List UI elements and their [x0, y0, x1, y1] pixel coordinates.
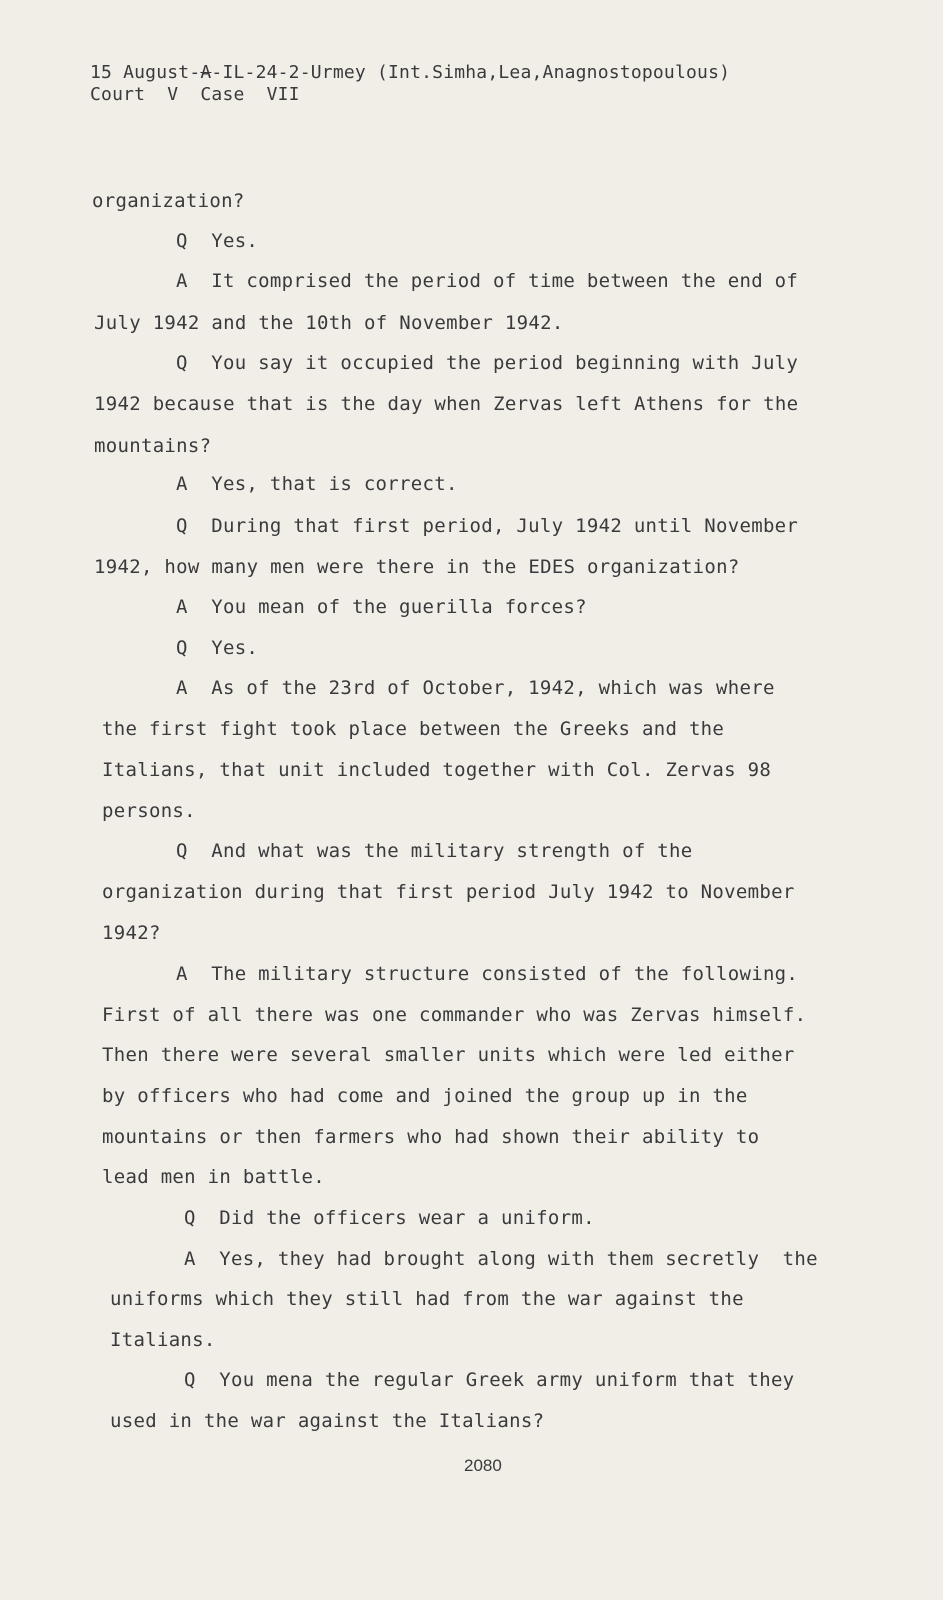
body-line: Q During that first period, July 1942 until November	[176, 515, 799, 537]
body-line: A It comprised the period of time between the end of	[176, 270, 799, 292]
body-line: July 1942 and the 10th of November 1942.	[94, 312, 564, 334]
body-line: Italians.	[110, 1329, 216, 1351]
header-line2: Court V Case VII	[90, 84, 300, 105]
body-line: persons.	[102, 800, 196, 822]
body-line: Q You mena the regular Greek army uniform that they	[184, 1369, 795, 1391]
body-line: A You mean of the guerilla forces?	[176, 596, 587, 618]
header-line1-suffix: -IL-24-2-Urmey (Int.Simha,Lea,Anagnostopoulous)	[211, 62, 731, 83]
body-line: 1942?	[102, 922, 161, 944]
body-line: mountains or then farmers who had shown their ability to	[102, 1126, 760, 1148]
body-line: uniforms which they still had from the war against the	[110, 1288, 744, 1310]
header-line1-prefix: 15 August-	[90, 62, 201, 83]
body-line: the first fight took place between the Greeks and the	[102, 718, 725, 740]
body-line: A As of the 23rd of October, 1942, which was where	[176, 677, 775, 699]
body-line: A Yes, that is correct.	[176, 473, 458, 495]
body-line: Q And what was the military strength of the	[176, 840, 693, 862]
body-line: mountains?	[94, 435, 212, 457]
body-line: lead men in battle.	[102, 1166, 326, 1188]
body-line: Q Yes.	[176, 637, 259, 659]
body-line: A Yes, they had brought along with them secretly the	[184, 1248, 818, 1270]
body-line: used in the war against the Italians?	[110, 1410, 545, 1432]
body-line: organization during that first period July 1942 to November	[102, 881, 795, 903]
body-line: Q You say it occupied the period beginning with July	[176, 352, 799, 374]
body-line: 1942 because that is the day when Zervas left Athens for the	[94, 393, 799, 415]
body-line: Q Did the officers wear a uniform.	[184, 1207, 595, 1229]
document-header	[90, 62, 730, 106]
body-line: Italians, that unit included together with Col. Zervas 98	[102, 759, 772, 781]
body-line: A The military structure consisted of the following.	[176, 963, 799, 985]
body-line: organization?	[92, 190, 245, 212]
page-number: 2080	[464, 1456, 502, 1475]
body-line: 1942, how many men were there in the EDES organization?	[94, 556, 740, 578]
body-line: First of all there was one commander who was Zervas himself.	[102, 1004, 807, 1026]
body-line: Q Yes.	[176, 230, 259, 252]
body-line: Then there were several smaller units which were led either	[102, 1044, 795, 1066]
body-line: by officers who had come and joined the group up in the	[102, 1085, 748, 1107]
header-line1-struck: A	[200, 62, 212, 83]
